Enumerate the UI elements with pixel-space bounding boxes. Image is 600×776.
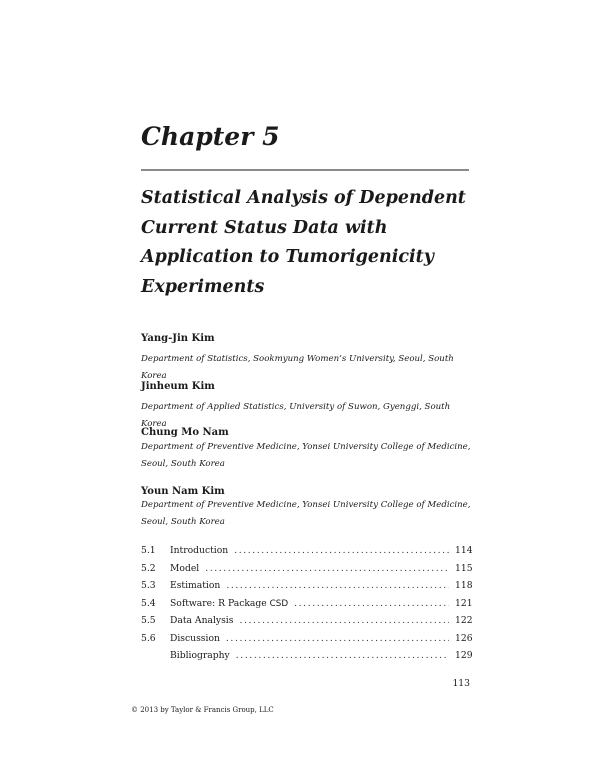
toc-section-number: 5.3 <box>141 580 156 591</box>
toc-page-number: 129 <box>455 650 473 661</box>
toc-section-number: 5.5 <box>141 615 156 626</box>
author-affiliation: Department of Applied Statistics, University of Suwon, Gyenggi, South Korea <box>141 402 451 429</box>
author-affiliation: Department of Statistics, Sookmyung Women’s University, Seoul, South Korea <box>141 354 454 381</box>
copyright-notice: © 2013 by Taylor & Francis Group, LLC <box>131 706 274 714</box>
toc-entry-introduction[interactable] <box>141 545 471 563</box>
author-affiliation: Seoul, South Korea <box>141 517 225 527</box>
table-of-contents <box>141 545 471 668</box>
toc-leader-dots <box>226 633 449 644</box>
toc-section-number: 5.2 <box>141 562 156 574</box>
toc-entry-discussion[interactable] <box>141 633 471 651</box>
toc-leader-dots <box>239 615 449 626</box>
toc-leader-dots <box>226 580 449 591</box>
author-name: Youn Nam Kim <box>141 486 225 497</box>
toc-section-title: Estimation <box>170 580 221 591</box>
toc-section-title: Discussion <box>170 632 220 644</box>
author-name: Chung Mo Nam <box>141 427 229 438</box>
toc-section-title-prefix: Software: R Package <box>170 597 270 609</box>
author-affiliation: Seoul, South Korea <box>141 459 225 469</box>
toc-section-title: Introduction <box>170 545 229 556</box>
toc-section-number: 5.6 <box>141 632 156 644</box>
toc-section-title: Bibliography <box>170 650 230 661</box>
toc-entry-estimation[interactable] <box>141 580 471 598</box>
toc-leader-dots <box>205 563 449 574</box>
toc-page-number: 122 <box>455 615 473 626</box>
title-divider <box>141 169 469 171</box>
toc-entry-bibliography[interactable] <box>141 650 471 668</box>
author-name: Jinheum Kim <box>141 381 215 392</box>
toc-section-number: 5.1 <box>141 545 156 556</box>
toc-section-title <box>170 598 288 609</box>
toc-package-name: CSD <box>269 598 289 609</box>
toc-leader-dots <box>294 598 449 609</box>
author-name: Yang-Jin Kim <box>141 333 215 344</box>
page-number: 113 <box>452 678 470 689</box>
chapter-label: Chapter 5 <box>141 122 280 151</box>
toc-page-number: 115 <box>455 562 473 574</box>
toc-entry-software[interactable] <box>141 598 471 616</box>
chapter-title-line: Application to Tumorigenicity <box>141 247 434 267</box>
toc-section-title: Data Analysis <box>170 615 234 626</box>
toc-page-number: 126 <box>455 632 473 644</box>
chapter-title-line: Statistical Analysis of Dependent <box>141 188 466 208</box>
toc-page-number: 121 <box>455 597 473 609</box>
author-affiliation: Department of Preventive Medicine, Yonsei University College of Medicine, <box>141 500 471 510</box>
toc-leader-dots <box>234 545 449 556</box>
chapter-title-line: Experiments <box>141 276 265 297</box>
toc-section-number: 5.4 <box>141 597 156 609</box>
toc-page-number: 118 <box>455 580 473 591</box>
author-affiliation: Department of Preventive Medicine, Yonsei University College of Medicine, <box>141 442 471 452</box>
toc-entry-model[interactable] <box>141 563 471 581</box>
chapter-title <box>141 184 481 302</box>
toc-page-number: 114 <box>455 545 473 556</box>
toc-section-title: Model <box>170 562 200 574</box>
toc-leader-dots <box>236 650 449 661</box>
chapter-title-line: Current Status Data with <box>141 217 388 238</box>
toc-entry-data-analysis[interactable] <box>141 615 471 633</box>
